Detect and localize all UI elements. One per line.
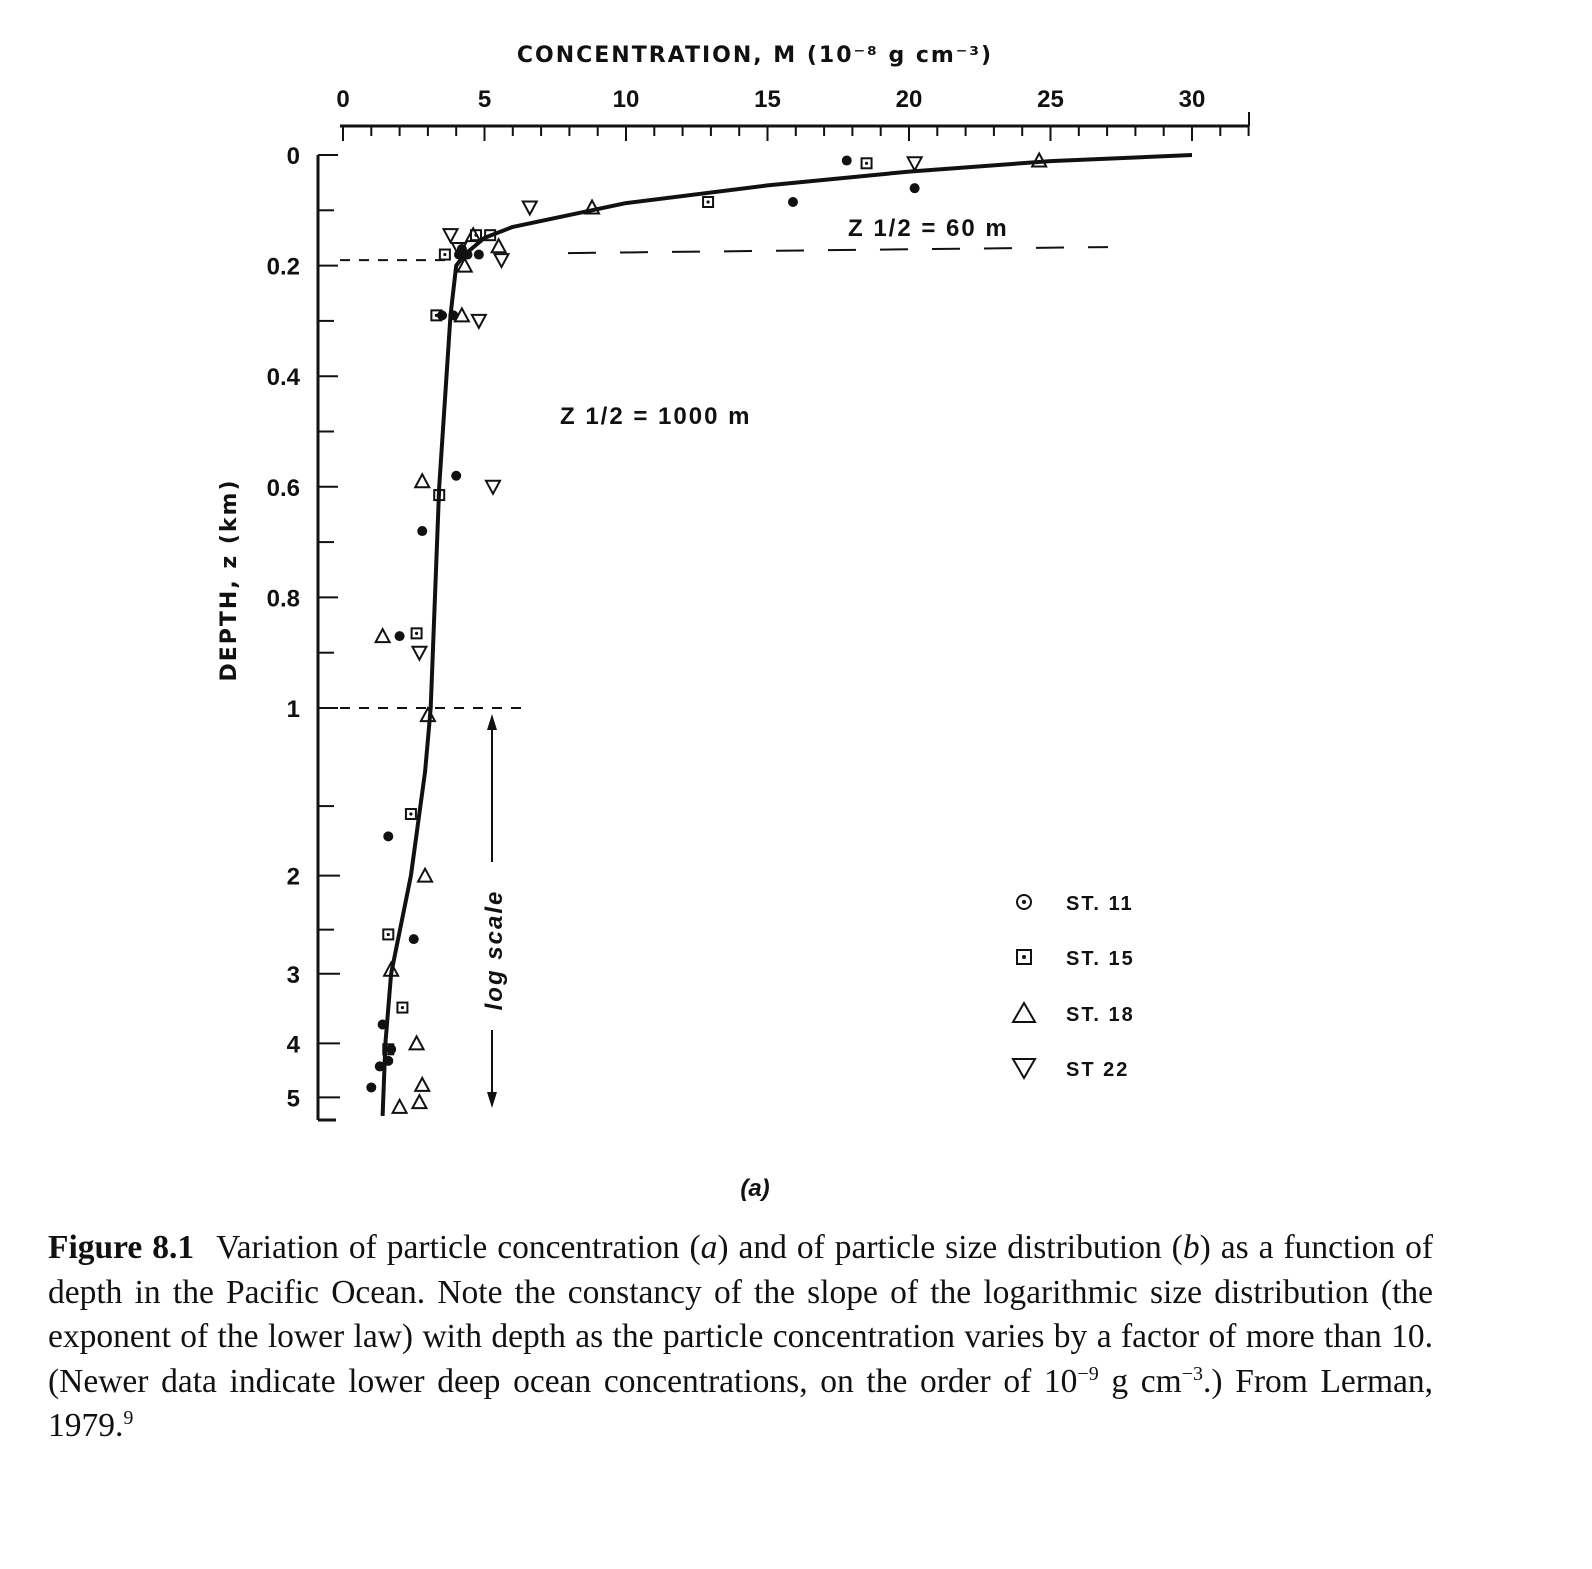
data-point <box>788 197 798 207</box>
data-point <box>703 197 713 207</box>
data-point <box>451 471 461 481</box>
data-point <box>842 156 852 166</box>
marker-shape <box>412 1095 426 1108</box>
annotation-log-scale: log scale <box>481 889 508 1011</box>
data-point <box>412 1095 426 1108</box>
data-point <box>862 158 872 168</box>
legend-marker <box>1013 1003 1035 1022</box>
annotation-z-upper: Z 1/2 = 60 m <box>848 215 1009 242</box>
legend-item <box>1013 1003 1135 1026</box>
marker-dot <box>435 314 438 317</box>
data-point <box>474 250 484 260</box>
data-point <box>378 1019 388 1029</box>
panel-label: (a) <box>740 1175 770 1202</box>
marker-shape <box>472 315 486 328</box>
x-tick-label: 10 <box>612 86 640 113</box>
data-point <box>910 183 920 193</box>
data-point <box>444 229 458 242</box>
data-point <box>908 157 922 170</box>
marker-shape <box>418 869 432 882</box>
marker-shape <box>366 1082 376 1092</box>
y-tick-label: 0.6 <box>266 474 300 502</box>
data-point <box>412 647 426 660</box>
legend-item <box>1017 893 1134 915</box>
marker-shape <box>908 157 922 170</box>
data-point <box>440 250 450 260</box>
reference-lines <box>340 247 1108 1108</box>
caption-text: Variation of particle concentration ( <box>216 1229 701 1266</box>
marker-dot <box>387 933 390 936</box>
marker-shape <box>492 239 506 252</box>
y-tick-label: 0.8 <box>266 585 300 613</box>
marker-shape <box>451 471 461 481</box>
marker-shape <box>474 250 484 260</box>
data-point <box>375 1061 385 1071</box>
caption-text: .) From Lerman, 1979. <box>48 1362 1433 1444</box>
marker-shape <box>378 1019 388 1029</box>
data-points <box>366 154 1046 1113</box>
data-point <box>393 1100 407 1113</box>
x-tick-label: 20 <box>895 86 923 113</box>
legend-label: ST. 11 <box>1066 893 1134 915</box>
marker-shape <box>383 1056 393 1066</box>
data-point <box>494 254 508 267</box>
annotation-z-lower: Z 1/2 = 1000 m <box>560 403 752 430</box>
data-point <box>376 629 390 642</box>
caption-text: g cm <box>1098 1362 1182 1400</box>
y-tick-label: 2 <box>286 863 300 891</box>
data-point <box>412 628 422 638</box>
y-tick-label: 5 <box>286 1085 300 1113</box>
legend-marker-dot <box>1022 900 1026 904</box>
marker-dot <box>387 1048 390 1051</box>
x-tick-label: 5 <box>477 86 492 113</box>
caption-figure-label: Figure 8.1 <box>48 1229 195 1266</box>
marker-shape <box>376 629 390 642</box>
log-scale-arrowhead-up <box>487 714 497 730</box>
marker-shape <box>788 197 798 207</box>
data-point <box>383 831 393 841</box>
marker-shape <box>415 474 429 487</box>
marker-shape <box>494 254 508 267</box>
marker-shape <box>417 526 427 536</box>
marker-shape <box>383 831 393 841</box>
marker-dot <box>409 812 412 815</box>
x-tick-label: 15 <box>754 86 781 113</box>
caption-italic-a: a <box>700 1229 718 1266</box>
marker-dot <box>401 1006 404 1009</box>
caption-exponent: −9 <box>1077 1362 1099 1385</box>
data-point <box>472 315 486 328</box>
data-point <box>410 1036 424 1049</box>
data-point <box>383 929 393 939</box>
y-tick-label: 3 <box>286 961 300 989</box>
y-tick-label: 4 <box>286 1031 300 1059</box>
caption-italic-b: b <box>1182 1229 1200 1266</box>
marker-shape <box>444 229 458 242</box>
x-axis-title: CONCENTRATION, M (10⁻⁸ g cm⁻³) <box>516 43 994 68</box>
marker-shape <box>910 183 920 193</box>
log-scale-arrowhead-down <box>487 1092 497 1108</box>
marker-dot <box>706 200 709 203</box>
legend-marker-dot <box>1022 955 1026 959</box>
legend-label: ST. 18 <box>1066 1004 1135 1026</box>
data-point <box>523 202 537 215</box>
data-point <box>366 1082 376 1092</box>
legend-label: ST 22 <box>1066 1059 1130 1081</box>
caption-text: ) as a function of depth in the Pacific Ocean. Note the constancy of the slope of the logarithmic size distribution (the exponent of the lower law) with depth as the particle concentration varies by a factor of more than 10. (Newer data indicate lower deep ocean concentrations, on the order of 10 <box>48 1229 1433 1400</box>
data-point <box>415 1078 429 1091</box>
marker-shape <box>486 481 500 494</box>
data-point <box>486 481 500 494</box>
legend-label: ST. 15 <box>1066 948 1135 970</box>
marker-shape <box>410 1036 424 1049</box>
marker-dot <box>443 253 446 256</box>
marker-shape <box>393 1100 407 1113</box>
y-axis-title: DEPTH, z (km) <box>217 478 242 682</box>
marker-shape <box>375 1061 385 1071</box>
caption-reference: 9 <box>123 1406 134 1429</box>
y-tick-label: 0.2 <box>266 253 300 281</box>
data-point <box>397 1003 407 1013</box>
reference-line-upper-right <box>568 247 1108 253</box>
y-tick-label: 0.4 <box>266 364 300 392</box>
marker-shape <box>412 647 426 660</box>
data-point <box>417 526 427 536</box>
data-point <box>409 934 419 944</box>
legend-item <box>1013 1059 1129 1081</box>
data-point <box>383 1056 393 1066</box>
marker-shape <box>395 631 405 641</box>
marker-dot <box>415 632 418 635</box>
data-point <box>492 239 506 252</box>
x-tick-label: 30 <box>1178 86 1206 113</box>
data-point <box>415 474 429 487</box>
marker-shape <box>415 1078 429 1091</box>
legend <box>1013 893 1135 1081</box>
marker-dot <box>438 493 441 496</box>
data-point <box>406 809 416 819</box>
marker-shape <box>842 156 852 166</box>
legend-marker <box>1013 1059 1035 1078</box>
marker-shape <box>409 934 419 944</box>
x-tick-label: 0 <box>336 86 350 113</box>
y-tick-label: 0 <box>286 143 300 170</box>
data-point <box>395 631 405 641</box>
marker-dot <box>865 162 868 165</box>
y-tick-label: 1 <box>286 696 300 723</box>
marker-dot <box>489 234 492 237</box>
marker-shape <box>523 202 537 215</box>
figure-caption <box>48 1226 1433 1449</box>
caption-exponent: −3 <box>1181 1362 1203 1385</box>
legend-item <box>1017 948 1135 970</box>
data-point <box>418 869 432 882</box>
x-tick-label: 25 <box>1037 86 1064 113</box>
caption-text: ) and of particle size distribution ( <box>717 1229 1183 1266</box>
